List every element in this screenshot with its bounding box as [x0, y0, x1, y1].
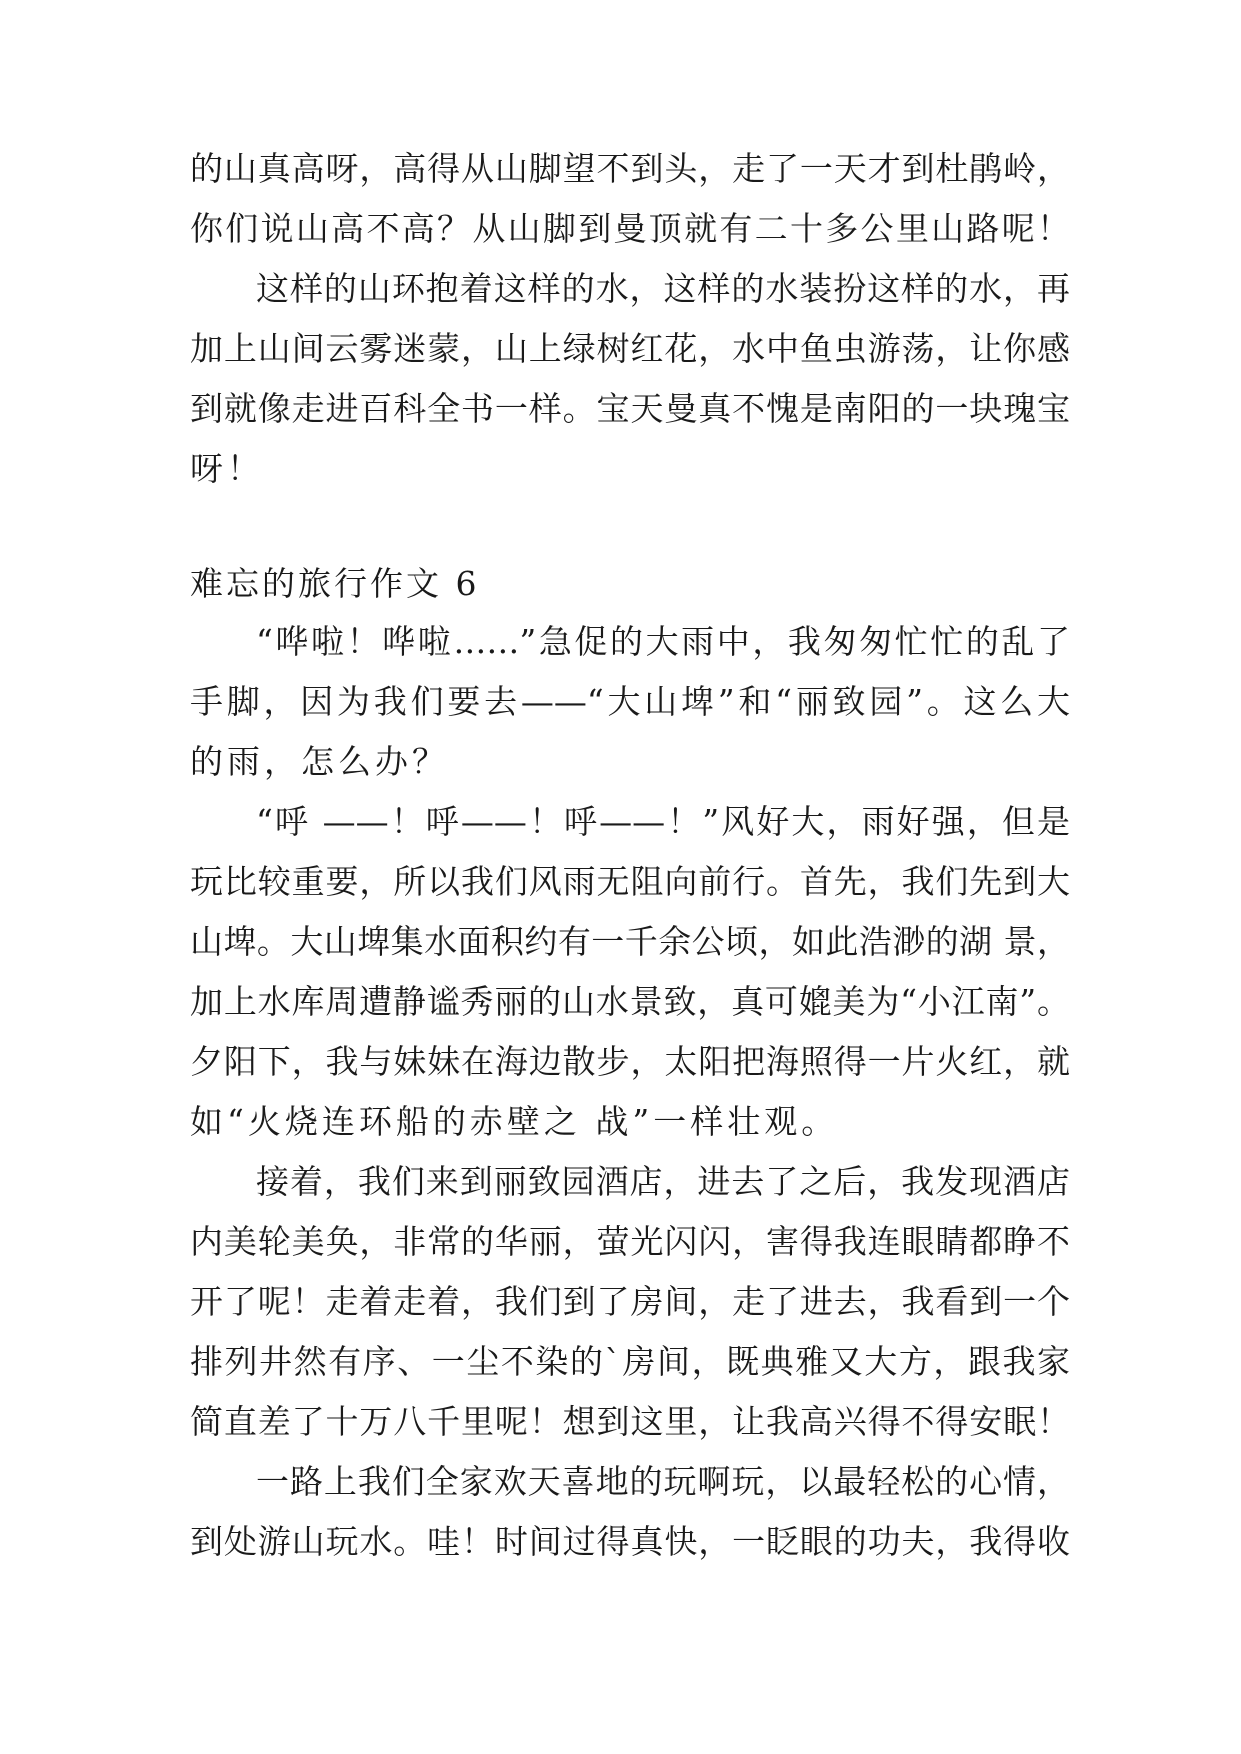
text-line: 加上山间云雾迷蒙，山上绿树红花，水中鱼虫游荡，让你感: [190, 329, 1070, 368]
text-line: 加上水库周遭静谧秀丽的山水景致，真可媲美为“小江南”。: [190, 982, 1070, 1021]
paragraph-first-line: 这样的山环抱着这样的水，这样的水装扮这样的水，再: [256, 269, 1070, 308]
text-line: 玩比较重要，所以我们风雨无阻向前行。首先，我们先到大: [190, 862, 1070, 901]
text-line: 排列井然有序、一尘不染的`房间，既典雅又大方，跟我家: [190, 1342, 1070, 1381]
paragraph-first-line: “呼 ——！呼——！呼——！”风好大，雨好强，但是: [256, 802, 1070, 841]
text-line: 到处游山玩水。哇！时间过得真快，一眨眼的功夫，我得收: [190, 1522, 1070, 1561]
text-line: 你们说山高不高？从山脚到曼顶就有二十多公里山路呢！: [190, 209, 1070, 248]
text-line: 呀！: [190, 449, 264, 488]
text-line: 内美轮美奂，非常的华丽，萤光闪闪，害得我连眼睛都睁不: [190, 1222, 1070, 1261]
text-line: 夕阳下，我与妹妹在海边散步，太阳把海照得一片火红，就: [190, 1042, 1070, 1081]
text-line: 的山真高呀，高得从山脚望不到头，走了一天才到杜鹃岭，: [190, 149, 1070, 188]
paragraph-first-line: “哗啦！哗啦……”急促的大雨中，我匆匆忙忙的乱了: [256, 622, 1070, 661]
section-heading: 难忘的旅行作文 6: [190, 564, 480, 603]
text-line: 到就像走进百科全书一样。宝天曼真不愧是南阳的一块瑰宝: [190, 389, 1070, 428]
paragraph-first-line: 接着，我们来到丽致园酒店，进去了之后，我发现酒店: [256, 1162, 1070, 1201]
text-line: 如“火烧连环船的赤壁之 战”一样壮观。: [190, 1102, 839, 1141]
text-line: 手脚，因为我们要去——“大山埤”和“丽致园”。这么大: [190, 682, 1070, 721]
paragraph-first-line: 一路上我们全家欢天喜地的玩啊玩，以最轻松的心情，: [256, 1462, 1070, 1501]
text-line: 的雨，怎么办？: [190, 742, 449, 781]
text-line: 开了呢！走着走着，我们到了房间，走了进去，我看到一个: [190, 1282, 1070, 1321]
text-line: 简直差了十万八千里呢！想到这里，让我高兴得不得安眠！: [190, 1402, 1070, 1441]
text-line: 山埤。大山埤集水面积约有一千余公顷，如此浩渺的湖 景，: [190, 922, 1070, 961]
